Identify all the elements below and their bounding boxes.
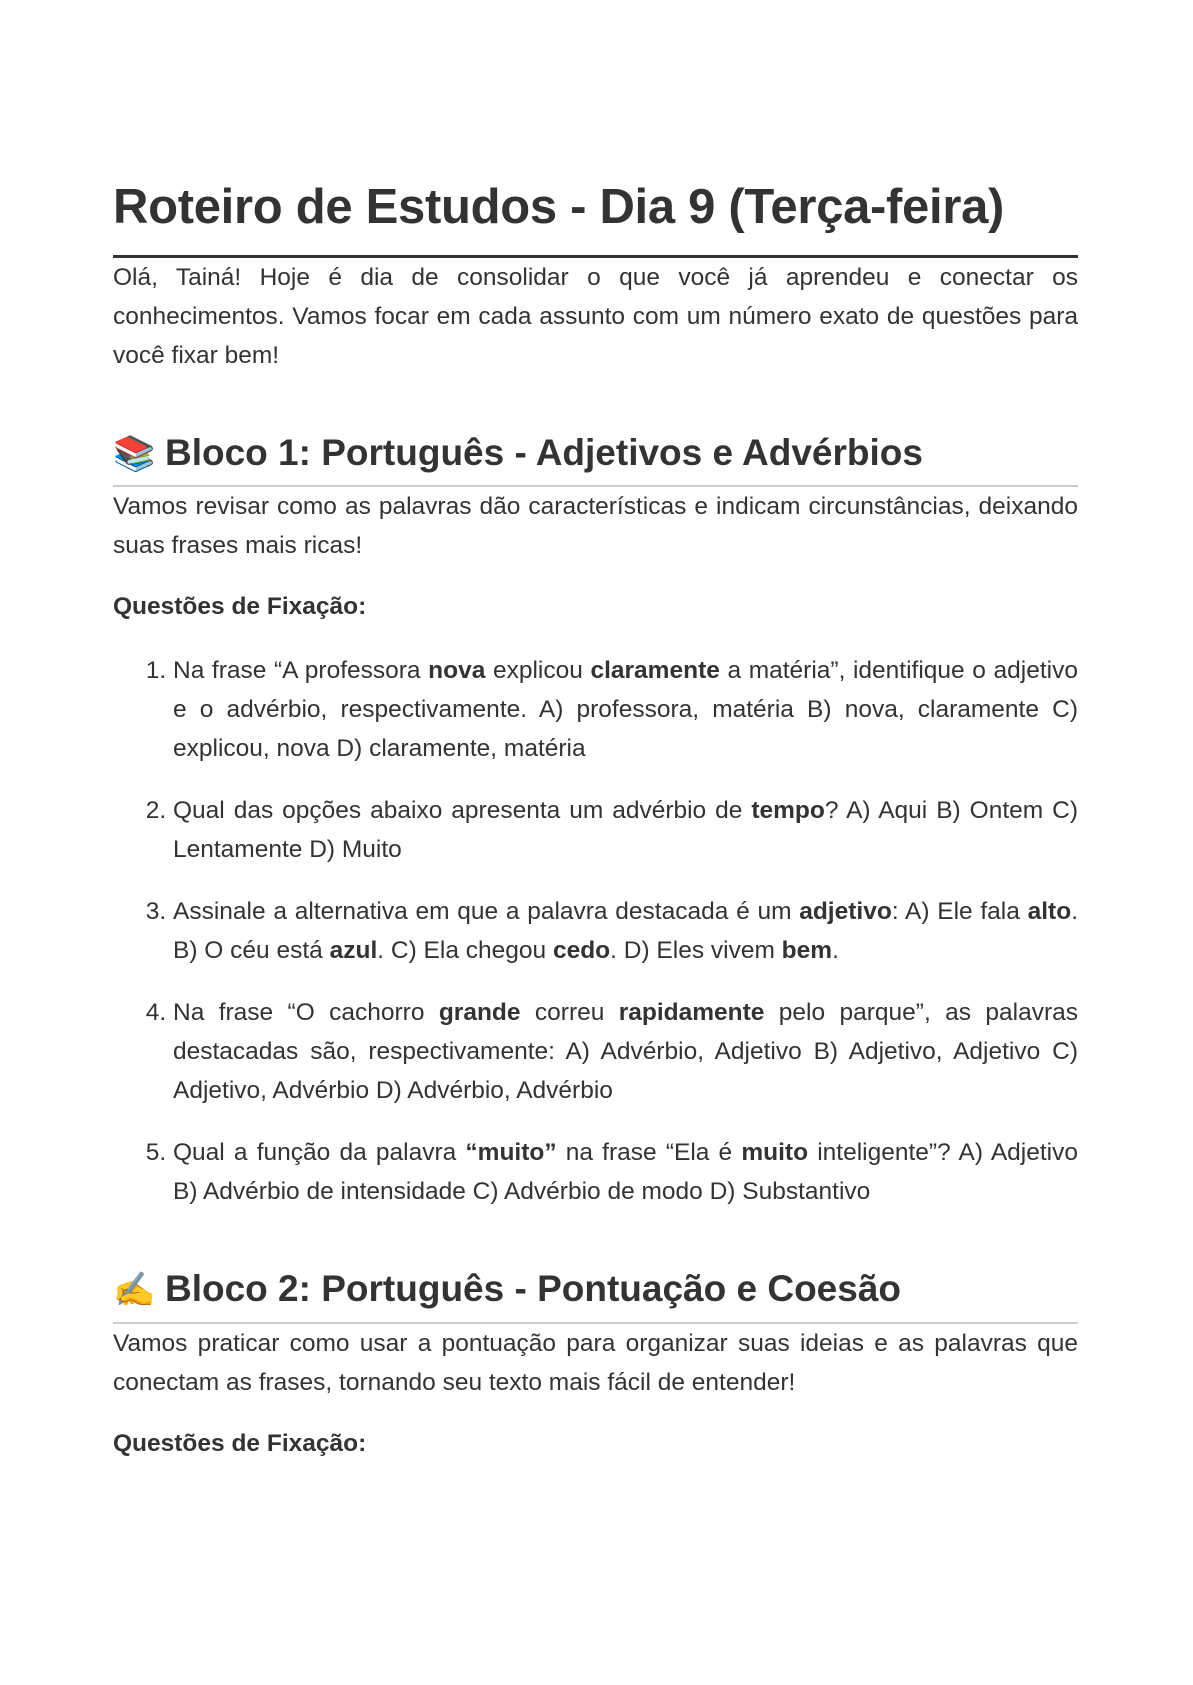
highlighted-word: alto	[1027, 898, 1072, 926]
page-title: Roteiro de Estudos - Dia 9 (Terça-feira)	[113, 178, 1078, 258]
questions-subheading: Questões de Fixação:	[113, 593, 367, 621]
highlighted-word: “muito”	[465, 1139, 557, 1167]
writing-hand-icon: ✍️	[113, 1270, 156, 1311]
question-item: 1. Na frase “A professora nova explicou claramente a matéria”, identifique o adjetivo e o advérbio, respectivamente. A) professora, matéria B) nova, claramente C) explicou, nova D) claramente, matéria	[173, 651, 1078, 768]
question-item: 3. Assinale a alternativa em que a palavra destacada é um adjetivo: A) Ele fala alto. B) O céu está azul. C) Ela chegou cedo. D) Eles vivem bem.	[173, 892, 1078, 970]
highlighted-word: rapidamente	[618, 999, 765, 1027]
highlighted-word: claramente	[590, 657, 720, 685]
block-heading	[113, 1267, 1078, 1323]
block-heading-text: Bloco 2: Português - Pontuação e Coesão	[165, 1268, 902, 1310]
highlighted-word: grande	[438, 999, 521, 1027]
highlighted-word: nova	[428, 657, 486, 685]
books-icon: 📚	[113, 433, 156, 474]
highlighted-word: azul	[329, 937, 378, 965]
questions-subheading: Questões de Fixação:	[113, 1429, 367, 1457]
intro-paragraph: Olá, Tainá! Hoje é dia de consolidar o que você já aprendeu e conectar os conhecimentos. Vamos focar em cada assunto com um número exato de questões para você fixar bem!	[113, 263, 1078, 369]
block-heading	[113, 431, 1078, 487]
highlighted-word: cedo	[552, 937, 611, 965]
highlighted-word: tempo	[751, 797, 825, 825]
question-item: 4. Na frase “O cachorro grande correu rapidamente pelo parque”, as palavras destacadas são, respectivamente: A) Advérbio, Adjetivo B) Adjetivo, Adjetivo C) Adjetivo, Advérbio D) Advérbio, Advérbio	[173, 993, 1078, 1110]
question-list	[113, 651, 1078, 1211]
block-heading-text: Bloco 1: Português - Adjetivos e Advérbios	[165, 431, 923, 473]
block-2	[113, 1267, 1078, 1462]
question-item: 5. Qual a função da palavra “muito” na frase “Ela é muito inteligente”? A) Adjetivo B) Advérbio de intensidade C) Advérbio de modo D) Substantivo	[173, 1133, 1078, 1211]
document-page	[113, 178, 1078, 1463]
highlighted-word: adjetivo	[799, 898, 892, 926]
block-description: Vamos praticar como usar a pontuação para organizar suas ideias e as palavras que conectam as frases, tornando seu texto mais fácil de entender!	[113, 1329, 1078, 1396]
block-1	[113, 431, 1078, 1211]
highlighted-word: bem	[781, 937, 833, 965]
block-description: Vamos revisar como as palavras dão características e indicam circunstâncias, deixando suas frases mais ricas!	[113, 493, 1078, 560]
highlighted-word: muito	[741, 1139, 809, 1167]
question-item: 2. Qual das opções abaixo apresenta um advérbio de tempo? A) Aqui B) Ontem C) Lentamente D) Muito	[173, 791, 1078, 869]
